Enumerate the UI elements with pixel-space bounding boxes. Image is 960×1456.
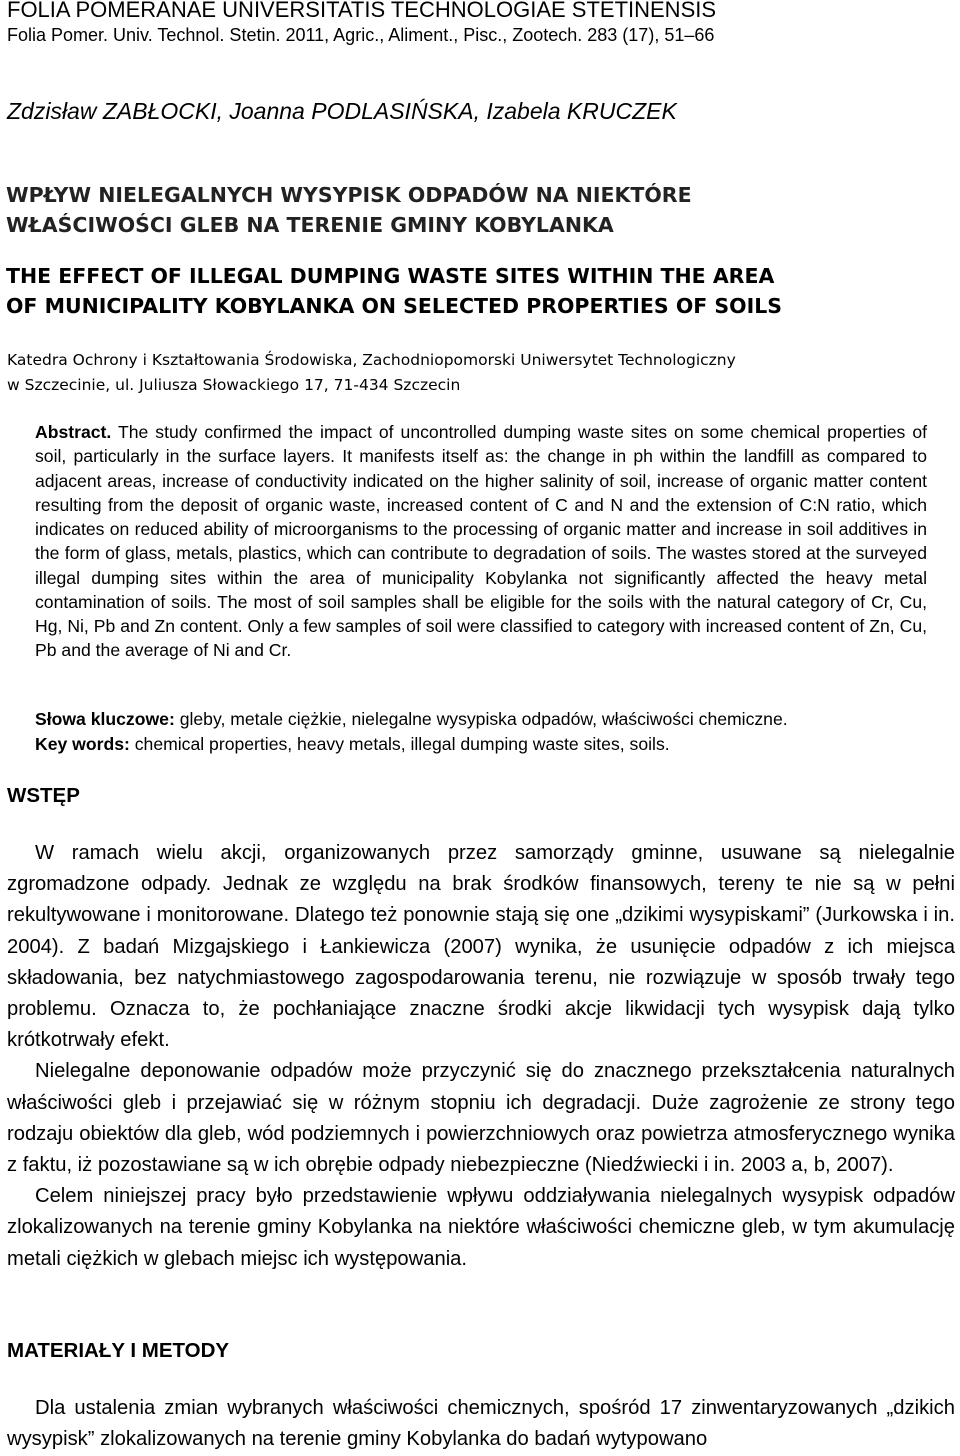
affiliation-line-2: w Szczecinie, ul. Juliusza Słowackiego 17, 71-434 Szczecin: [7, 376, 461, 394]
authors: Zdzisław ZABŁOCKI, Joanna PODLASIŃSKA, Izabela KRUCZEK: [7, 98, 677, 124]
title-english-line-1: THE EFFECT OF ILLEGAL DUMPING WASTE SITES WITHIN THE AREA: [6, 264, 775, 288]
journal-citation: Folia Pomer. Univ. Technol. Stetin. 2011, Agric., Aliment., Pisc., Zootech. 283 (17), 51–66: [7, 25, 715, 45]
paragraph: Celem niniejszej pracy było przedstawienie wpływu oddziaływania nielegalnych wysypisk odpadów zlokalizowanych na terenie gminy Kobylanka na niektóre właściwości chemiczne gleb, w tym akumulację metali ciężkich w glebach miejsc ich występowania.: [7, 1185, 955, 1270]
keywords-polish-label: Słowa kluczowe:: [35, 709, 175, 729]
affiliation-line-1: Katedra Ochrony i Kształtowania Środowiska, Zachodniopomorski Uniwersytet Technologiczny: [7, 351, 736, 369]
title-polish: [6, 180, 692, 240]
section-body-metody: [7, 1393, 955, 1455]
abstract-text: The study confirmed the impact of uncontrolled dumping waste sites on some chemical properties of soil, particularly in the surface layers. It manifests itself as: the change in ph within the landfill as compared to adjacent areas, increase of conductivity indicated on the higher salinity of soil, increase of organic matter content resulting from the deposit of organic waste, increased content of C and N and the extension of C:N ratio, which indicates on reduced ability of microorganisms to the processing of organic matter and increase in soil additives in the form of glass, metals, plastics, which can contribute to degradation of soils. The wastes stored at the surveyed illegal dumping sites within the area of municipality Kobylanka not significantly affected the heavy metal contamination of soils. The most of soil samples shall be eligible for the soils with the natural category of Cr, Cu, Hg, Ni, Pb and Zn content. Only a few samples of soil were classified to category with increased content of Zn, Cu, Pb and the average of Ni and Cr.: [35, 422, 927, 661]
title-english-line-2: OF MUNICIPALITY KOBYLANKA ON SELECTED PROPERTIES OF SOILS: [6, 294, 783, 318]
title-polish-line-1: WPŁYW NIELEGALNYCH WYSYPISK ODPADÓW NA NIEKTÓRE: [6, 183, 692, 207]
title-english: [6, 261, 782, 321]
keywords-english: [35, 732, 935, 757]
journal-name: FOLIA POMERANAE UNIVERSITATIS TECHNOLOGIAE STETINENSIS: [7, 0, 717, 22]
section-body-wstep: [7, 838, 955, 1275]
keywords-english-label: Key words:: [35, 734, 130, 754]
abstract-label: Abstract.: [35, 422, 112, 442]
section-heading-metody: MATERIAŁY I METODY: [7, 1339, 230, 1362]
keywords-english-text: chemical properties, heavy metals, illegal dumping waste sites, soils.: [134, 734, 670, 754]
keywords-polish: [35, 707, 935, 732]
title-polish-line-2: WŁAŚCIWOŚCI GLEB NA TERENIE GMINY KOBYLANKA: [6, 213, 614, 237]
paragraph: Nielegalne deponowanie odpadów może przyczynić się do znacznego przekształcenia naturalnych właściwości gleb i przejawiać się w różnym stopniu ich degradacji. Duże zagrożenie ze strony tego rodzaju obiektów dla gleb, wód podziemnych i powierzchniowych oraz powietrza atmosferycznego wynika z faktu, iż pozostawiane są w ich obrębie odpady niebezpieczne (Niedźwiecki i in. 2003 a, b, 2007).: [7, 1060, 955, 1177]
paragraph: W ramach wielu akcji, organizowanych przez samorządy gminne, usuwane są nielegalnie zgromadzone odpady. Jednak ze względu na brak środków finansowych, tereny te nie są w pełni rekultywowane i monitorowane. Dlatego też ponownie stają się one „dzikimi wysypiskami” (Jurkowska i in. 2004). Z badań Mizgajskiego i Łankiewicza (2007) wynika, że usunięcie odpadów z ich miejsca składowania, bez natychmiastowego zagospodarowania terenu, nie rozwiązuje w sposób trwały tego problemu. Oznacza to, że pochłaniające znaczne środki akcje likwidacji tych wysypisk dają tylko krótkotrwały efekt.: [7, 842, 955, 1052]
abstract: [35, 420, 927, 663]
keywords-polish-text: gleby, metale ciężkie, nielegalne wysypiska odpadów, właściwości chemiczne.: [179, 709, 788, 729]
affiliation: [7, 348, 736, 398]
section-heading-wstep: WSTĘP: [7, 784, 80, 807]
journal-header: [0, 0, 960, 48]
paragraph: Dla ustalenia zmian wybranych właściwości chemicznych, spośród 17 zinwentaryzowanych „dzikich wysypisk” zlokalizowanych na terenie gminy Kobylanka do badań wytypowano: [7, 1397, 955, 1451]
keywords: [35, 707, 935, 757]
